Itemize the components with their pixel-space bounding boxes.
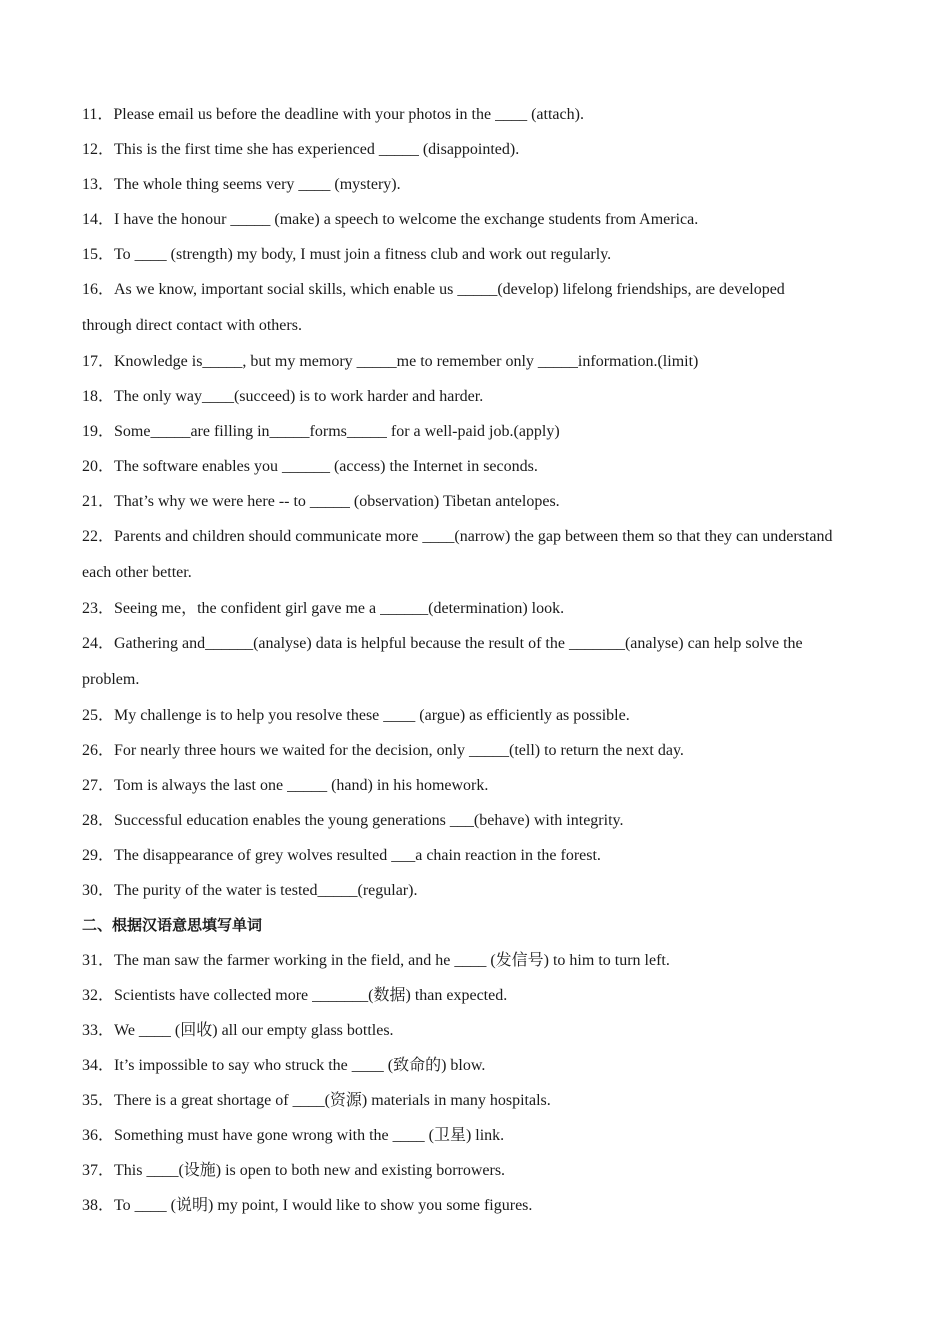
question-16-line1: 16．As we know, important social skills, which enable us _____(develop) lifelong friendships, are developed: [82, 281, 785, 298]
question-31: 31．The man saw the farmer working in the field, and he ____ (发信号) to him to turn left.: [82, 952, 670, 969]
question-16-line2: through direct contact with others.: [82, 317, 302, 334]
question-33: 33．We ____ (回收) all our empty glass bottles.: [82, 1022, 394, 1039]
question-26: 26．For nearly three hours we waited for the decision, only _____(tell) to return the next day.: [82, 742, 684, 759]
question-15: 15．To ____ (strength) my body, I must join a fitness club and work out regularly.: [82, 246, 612, 263]
question-19: 19．Some_____are filling in_____forms_____ for a well-paid job.(apply): [82, 423, 560, 440]
question-14: 14．I have the honour _____ (make) a speech to welcome the exchange students from America.: [82, 211, 699, 228]
question-22-line2: each other better.: [82, 564, 192, 581]
question-17: 17．Knowledge is_____, but my memory _____me to remember only _____information.(limit): [82, 353, 699, 370]
question-32: 32．Scientists have collected more _______(数据) than expected.: [82, 987, 508, 1004]
question-24-line1: 24．Gathering and______(analyse) data is helpful because the result of the _______(analyse) can help solve the: [82, 635, 803, 652]
part2-list: [82, 943, 872, 1223]
worksheet-page: [82, 97, 872, 1223]
question-35: 35．There is a great shortage of ____(资源) materials in many hospitals.: [82, 1092, 551, 1109]
question-30: 30．The purity of the water is tested_____(regular).: [82, 882, 418, 899]
question-34: 34．It’s impossible to say who struck the ____ (致命的) blow.: [82, 1057, 486, 1074]
question-29: 29．The disappearance of grey wolves resulted ___a chain reaction in the forest.: [82, 847, 601, 864]
question-18: 18．The only way____(succeed) is to work harder and harder.: [82, 388, 484, 405]
section2-heading: 二、根据汉语意思填写单词: [82, 916, 263, 934]
question-11: 11．Please email us before the deadline with your photos in the ____ (attach).: [82, 106, 584, 123]
question-24-line2: problem.: [82, 671, 140, 688]
question-12: 12．This is the first time she has experienced _____ (disappointed).: [82, 141, 520, 158]
question-23: 23．Seeing me，the confident girl gave me a ______(determination) look.: [82, 600, 565, 617]
question-25: 25．My challenge is to help you resolve these ____ (argue) as efficiently as possible.: [82, 707, 630, 724]
question-37: 37．This ____(设施) is open to both new and existing borrowers.: [82, 1162, 506, 1179]
question-28: 28．Successful education enables the young generations ___(behave) with integrity.: [82, 812, 624, 829]
part1-list: [82, 97, 872, 908]
question-27: 27．Tom is always the last one _____ (hand) in his homework.: [82, 777, 489, 794]
question-38: 38．To ____ (说明) my point, I would like to show you some figures.: [82, 1197, 533, 1214]
question-13: 13．The whole thing seems very ____ (mystery).: [82, 176, 401, 193]
question-22-line1: 22．Parents and children should communicate more ____(narrow) the gap between them so that they can understand: [82, 528, 833, 545]
question-20: 20．The software enables you ______ (access) the Internet in seconds.: [82, 458, 538, 475]
question-21: 21．That’s why we were here -- to _____ (observation) Tibetan antelopes.: [82, 493, 560, 510]
question-36: 36．Something must have gone wrong with the ____ (卫星) link.: [82, 1127, 505, 1144]
